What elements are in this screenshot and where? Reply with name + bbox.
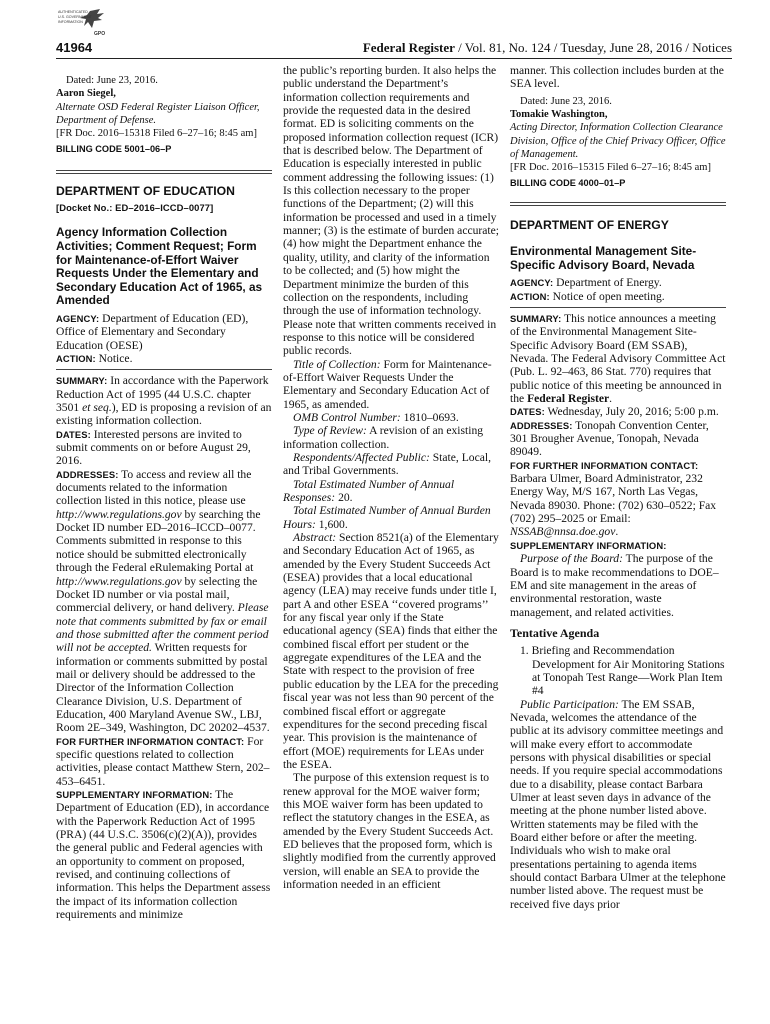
contact-text-2: Barbara Ulmer, Board Administrator, 232 Energy Way, M/S 167, North Las Vegas, Nevada 89030. Phone: (702) 630–0522; Fax (702) 295–2025 or Email: [510, 472, 717, 526]
billing-code-2: BILLING CODE 4000–01–P [510, 177, 626, 188]
federal-register-bold: Federal Register [527, 392, 610, 406]
addresses-text-a: To access and review all the documents related to the information collection listed in this notice, please use [56, 467, 252, 508]
page-number: 41964 [56, 40, 93, 55]
public-label: Public Participation: [520, 697, 619, 711]
summary-rule-2 [510, 307, 726, 308]
respondents [283, 451, 499, 478]
section-rule [56, 170, 272, 171]
agency-text-2: Department of Energy. [553, 276, 662, 290]
summary-text-b: ), ED is proposing a revision of an existing information collection. [56, 401, 272, 428]
summary-text-a: In accordance with the Paperwork Reduction Act of 1995 (44 U.S.C. chapter 3501 [56, 374, 269, 415]
summary-italic: et seq. [82, 401, 112, 415]
gpo-eagle-icon [56, 8, 110, 38]
addresses-label: ADDRESSES: [56, 468, 119, 480]
action-label-2: ACTION: [510, 290, 550, 302]
gpo-authenticated-logo [56, 8, 110, 38]
addresses-text-2: Tonopah Convention Center, 301 Brougher Avenue, Tonopah, Nevada 89049. [510, 418, 709, 459]
annual-burden-hours [283, 504, 499, 531]
header-rule [56, 58, 732, 59]
supplementary-label-2: SUPPLEMENTARY INFORMATION: [510, 539, 667, 551]
page-header [56, 40, 732, 56]
public-participation [510, 698, 726, 912]
tentative-agenda-heading: Tentative Agenda [510, 625, 600, 640]
omb-control-number [283, 411, 499, 424]
fr-doc-line: [FR Doc. 2016–15318 Filed 6–27–16; 8:45 am] [56, 128, 257, 140]
abstract [283, 531, 499, 771]
review-label: Type of Review: [293, 424, 367, 438]
action-para [56, 352, 272, 365]
addresses-text-b: by searching the Docket ID number ED–2016–ICCD–0077. Comments submitted in response to this notice should be submitted electronically through the Federal eRulemaking Portal at [56, 507, 261, 575]
billing-code: BILLING CODE 5001–06–P [56, 143, 172, 154]
agenda-item: 1. Briefing and Recommendation Development for Air Monitoring Stations at Tonopah Test Range—Work Plan Item #4 [520, 644, 725, 698]
dates-text: Interested persons are invited to submit comments on or before August 29, 2016. [56, 427, 251, 468]
responses-label: Total Estimated Number of Annual Responses: [283, 477, 455, 504]
contact-label-2: FOR FURTHER INFORMATION CONTACT: [510, 459, 699, 471]
svg-text:INFORMATION: INFORMATION [58, 20, 83, 24]
abstract-text: Section 8521(a) of the Elementary and Secondary Education Act of 1965, as amended by the Every Student Succeeds Act (ESEA) provides that a local educational agency (LEA) may receive funds under title I, part A and other ESEA ‘‘covered programs’’ for any fiscal year only if the State educational agency (SEA) finds that either the combined fiscal effort per student or the aggregate expenditures of the LEA and the State with respect to the provision of free public education by the LEA for the preceding fiscal year was not less than 90 percent of the combined fiscal effort or aggregate expenditures for the second preceding fiscal year. This provision is the maintenance of effort (MOE) requirements for LEAs under the ESEA. [283, 531, 499, 771]
dates-text-2: Wednesday, July 20, 2016; 5:00 p.m. [544, 405, 719, 419]
agency-text: Department of Education (ED), Office of Elementary and Secondary Education (OESE) [56, 311, 249, 352]
agency-label: AGENCY: [56, 312, 100, 324]
dated-line-2: Dated: June 23, 2016. [520, 95, 612, 107]
action-text: Notice. [95, 352, 133, 365]
title-of-collection [283, 358, 499, 411]
signer-title-2: Acting Director, Information Collection Clearance Division, Office of the Chief Privacy Officer, Office of Management. [510, 122, 726, 161]
svg-text:AUTHENTICATED: AUTHENTICATED [58, 10, 88, 14]
dates-para-2 [510, 405, 726, 418]
hours-text: 1,600. [315, 517, 348, 531]
agency-heading: DEPARTMENT OF EDUCATION [56, 184, 235, 199]
abstract-label: Abstract: [293, 531, 337, 545]
respondents-text: State, Local, and Tribal Governments. [283, 450, 491, 478]
document-title-2: Environmental Management Site-Specific Advisory Board, Nevada [510, 244, 697, 272]
public-text: The EM SSAB, Nevada, welcomes the attendance of the public at its advisory committee meetings and will make every effort to accommodate persons with physical disabilities or special needs. If you require special accommodations due to a disability, please contact Barbara Ulmer at least seven days in advance of the meeting at the phone number listed above. Written statements may be filed with the Board either before or after the meeting. Individuals who wish to make oral presentations pertaining to agenda items should contact Barbara Ulmer at the telephone number listed above. The request must be received five days prior [510, 697, 726, 911]
contact-label: FOR FURTHER INFORMATION CONTACT: [56, 735, 245, 747]
svg-text:GPO: GPO [94, 31, 106, 37]
contact-text: For specific questions related to collection activities, please contact Matthew Stern, 202–453–6451. [56, 734, 270, 788]
signer-name: Aaron Siegel, [56, 88, 116, 100]
summary-end-2: . [609, 392, 613, 406]
hours-label: Total Estimated Number of Annual Burden Hours: [283, 504, 491, 531]
dated-line: Dated: June 23, 2016. [66, 75, 158, 86]
running-head [363, 40, 732, 56]
dates-label-2: DATES: [510, 406, 545, 418]
contact-end-2: . [615, 525, 619, 539]
section-rule-3 [510, 202, 726, 203]
addresses-para-2 [510, 419, 726, 459]
section-rule-2 [56, 173, 272, 174]
agency-heading-2: DEPARTMENT OF ENERGY [510, 218, 669, 233]
agency-para-2 [510, 276, 726, 289]
document-title: Agency Information Collection Activities; Comment Request; Form for Maintenance-of-Effort Waiver Requests Under the Elementary and Secondary Education Act of 1965, as Amended [56, 225, 263, 308]
summary-label: SUMMARY: [56, 375, 108, 387]
purpose-label: Purpose of the Board: [520, 552, 623, 566]
contact-email-link[interactable]: NSSAB@nnsa.doe.gov [510, 525, 616, 539]
title-label: Title of Collection: [293, 357, 381, 371]
agency-para [56, 312, 272, 352]
section-rule-4 [510, 205, 726, 206]
summary-text-2: This notice announces a meeting of the Environmental Management Site-Specific Advisory Board (EM SSAB), Nevada. The Federal Advisory Committee Act (Pub. L. 92–463, 86 Stat. 770) requires that public notice of this meeting be announced in the [510, 311, 726, 406]
purpose-of-board [510, 552, 726, 619]
action-text-2: Notice of open meeting. [549, 289, 665, 303]
summary-para-2 [510, 312, 726, 405]
addresses-para [56, 468, 272, 735]
purpose-text: The purpose of the Board is to make recommendations to DOE–EM and site management in the areas of environmental restoration, waste management, and related activities. [510, 552, 719, 619]
column-3 [510, 64, 726, 911]
review-text: A revision of an existing information collection. [283, 424, 484, 451]
addresses-label-2: ADDRESSES: [510, 419, 573, 431]
dates-para [56, 428, 272, 468]
respondents-label: Respondents/Affected Public: [293, 450, 430, 464]
journal-name: Federal Register [362, 40, 455, 55]
supplementary-para [56, 788, 272, 921]
omb-label: OMB Control Number: [293, 410, 401, 424]
regulations-link-2[interactable]: http://www.regulations.gov [56, 574, 182, 588]
fr-doc-line-2: [FR Doc. 2016–15315 Filed 6–27–16; 8:45 am] [510, 162, 711, 174]
action-para-2 [510, 290, 726, 303]
summary-rule [56, 369, 272, 370]
purpose-paragraph: The purpose of this extension request is to renew approval for the MOE waiver form; this MOE waiver form has been updated to reflect the statutory changes in the ESEA, as amended by the Every Student Succeeds Act. ED believes that the proposed form, which is slightly modified from the currently approved version, will enable an SEA to provide the information needed in an efficient [283, 771, 496, 891]
omb-text: 1810–0693. [400, 410, 459, 424]
summary-para [56, 374, 272, 427]
summary-label-2: SUMMARY: [510, 312, 562, 324]
contact-para [56, 735, 272, 788]
column-1 [56, 64, 272, 921]
column-3-continuation: manner. This collection includes burden at the SEA level. [510, 64, 724, 91]
title-text: Form for Maintenance-of-Effort Waiver Requests Under the Elementary and Secondary Education Act of 1965, as amended. [283, 357, 492, 411]
addresses-text-c: by selecting the Docket ID number or via postal mail, commercial delivery, or hand delivery. [56, 574, 258, 615]
supplementary-label: SUPPLEMENTARY INFORMATION: [56, 789, 213, 800]
issue-info: / Vol. 81, No. 124 / Tuesday, June 28, 2016 / Notices [454, 40, 732, 55]
addresses-italic-note: Please note that comments submitted by fax or email and those submitted after the comment period will not be accepted. [56, 601, 269, 655]
column-2-intro: the public’s reporting burden. It also helps the public understand the Department’s information collection requirements and provide the requested data in the desired format. ED is soliciting comments on the proposed information collection request (ICR) that is described below. The Department of Education is especially interested in public comment addressing the following issues: (1) Is this collection necessary to the proper functions of the Department; (2) will this information be processed and used in a timely manner; (3) is the estimate of burden accurate; (4) how might the Department enhance the quality, utility, and clarity of the information to be collected; and (5) how might the Department minimize the burden of this collection on the respondents, including through the use of information technology. Please note that written comments received in response to this notice will be considered public records. [283, 64, 500, 358]
dates-label: DATES: [56, 428, 91, 440]
type-of-review [283, 424, 499, 451]
docket-number: [Docket No.: ED–2016–ICCD–0077] [56, 202, 214, 214]
action-label: ACTION: [56, 353, 96, 364]
annual-responses [283, 478, 499, 505]
signer-title: Alternate OSD Federal Register Liaison Officer, Department of Defense. [56, 101, 260, 127]
supplementary-text: The Department of Education (ED), in accordance with the Paperwork Reduction Act of 1995 (PRA) (44 U.S.C. 3506(c)(2)(A)), provides the general public and Federal agencies with an opportunity to comment on proposed, revised, and continuing collections of information. This helps the Department assess the impact of its information collection requirements and minimize [56, 788, 271, 922]
responses-text: 20. [335, 491, 353, 504]
column-2 [283, 64, 499, 891]
contact-para-2 [510, 472, 726, 539]
regulations-link-1[interactable]: http://www.regulations.gov [56, 507, 182, 521]
signer-name-2: Tomakie Washington, [510, 109, 608, 121]
addresses-text-d: Written requests for information or comments submitted by postal mail or delivery should be addressed to the Director of the Information Collection Clearance Division, U.S. Department of Education, 400 Maryland Avenue SW., LBJ, Room 2E–349, Washington, DC 20202–4537. [56, 641, 270, 735]
agency-label-2: AGENCY: [510, 277, 554, 289]
svg-text:U.S. GOVERNMENT: U.S. GOVERNMENT [58, 15, 92, 19]
